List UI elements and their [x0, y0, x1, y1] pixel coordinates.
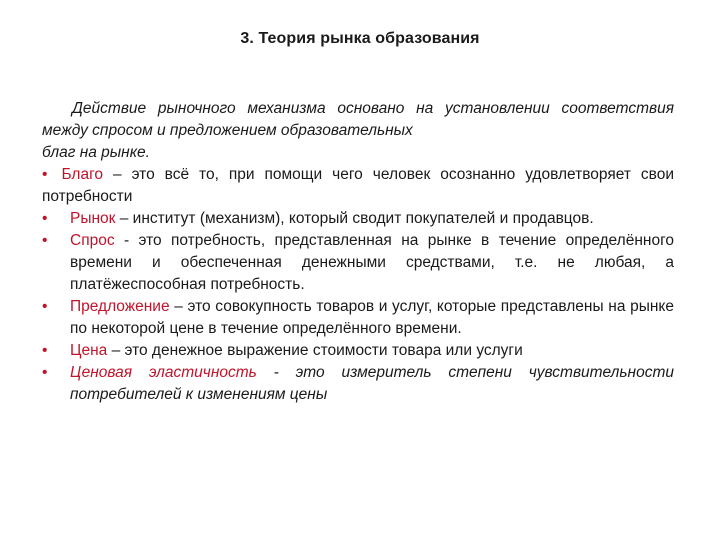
slide-content: [42, 98, 674, 406]
list-item-price: [42, 340, 674, 362]
term-price: Цена: [70, 342, 108, 359]
term-supply: Предложение: [70, 298, 170, 315]
definition-list: [42, 164, 674, 406]
list-item-elasticity: [42, 362, 674, 406]
list-item-supply: [42, 296, 674, 340]
definition-good: – это всё то, при помощи чего человек осознанно удовлетворяет свои потребности: [42, 166, 674, 205]
bullet-icon: •: [42, 166, 48, 183]
definition-demand: - это потребность, представленная на рынке в течение определённого времени и обеспеченная денежными средствами, т.е. не любая, а платёжеспособная потребность.: [70, 232, 674, 293]
term-elasticity: Ценовая эластичность: [70, 364, 257, 381]
term-market: Рынок: [70, 210, 116, 227]
bullet-icon: •: [42, 232, 48, 249]
bullet-icon: •: [42, 298, 48, 315]
list-item-good: [42, 164, 674, 208]
definition-supply: – это совокупность товаров и услуг, которые представлены на рынке по некоторой цене в течение определённого времени.: [70, 298, 674, 337]
intro-text: Действие рыночного механизма основано на установлении соответствия между спросом и предложением образовательных: [42, 100, 674, 139]
slide-title: 3. Теория рынка образования: [240, 30, 480, 47]
term-demand: Спрос: [70, 232, 115, 249]
bullet-icon: •: [42, 210, 48, 227]
list-item-demand: [42, 230, 674, 296]
term-good: Благо: [61, 166, 104, 183]
definition-market: – институт (механизм), который сводит покупателей и продавцов.: [115, 210, 594, 227]
bullet-icon: •: [42, 364, 48, 381]
definition-price: – это денежное выражение стоимости товара или услуги: [107, 342, 523, 359]
bullet-icon: •: [42, 342, 48, 359]
definition-elasticity: - это измеритель степени чувствительности потребителей к изменениям цены: [70, 364, 674, 403]
intro-paragraph: [42, 98, 674, 142]
intro-paragraph-end: [42, 142, 674, 164]
list-item-market: [42, 208, 674, 230]
intro-text-end: благ на рынке.: [42, 144, 150, 161]
